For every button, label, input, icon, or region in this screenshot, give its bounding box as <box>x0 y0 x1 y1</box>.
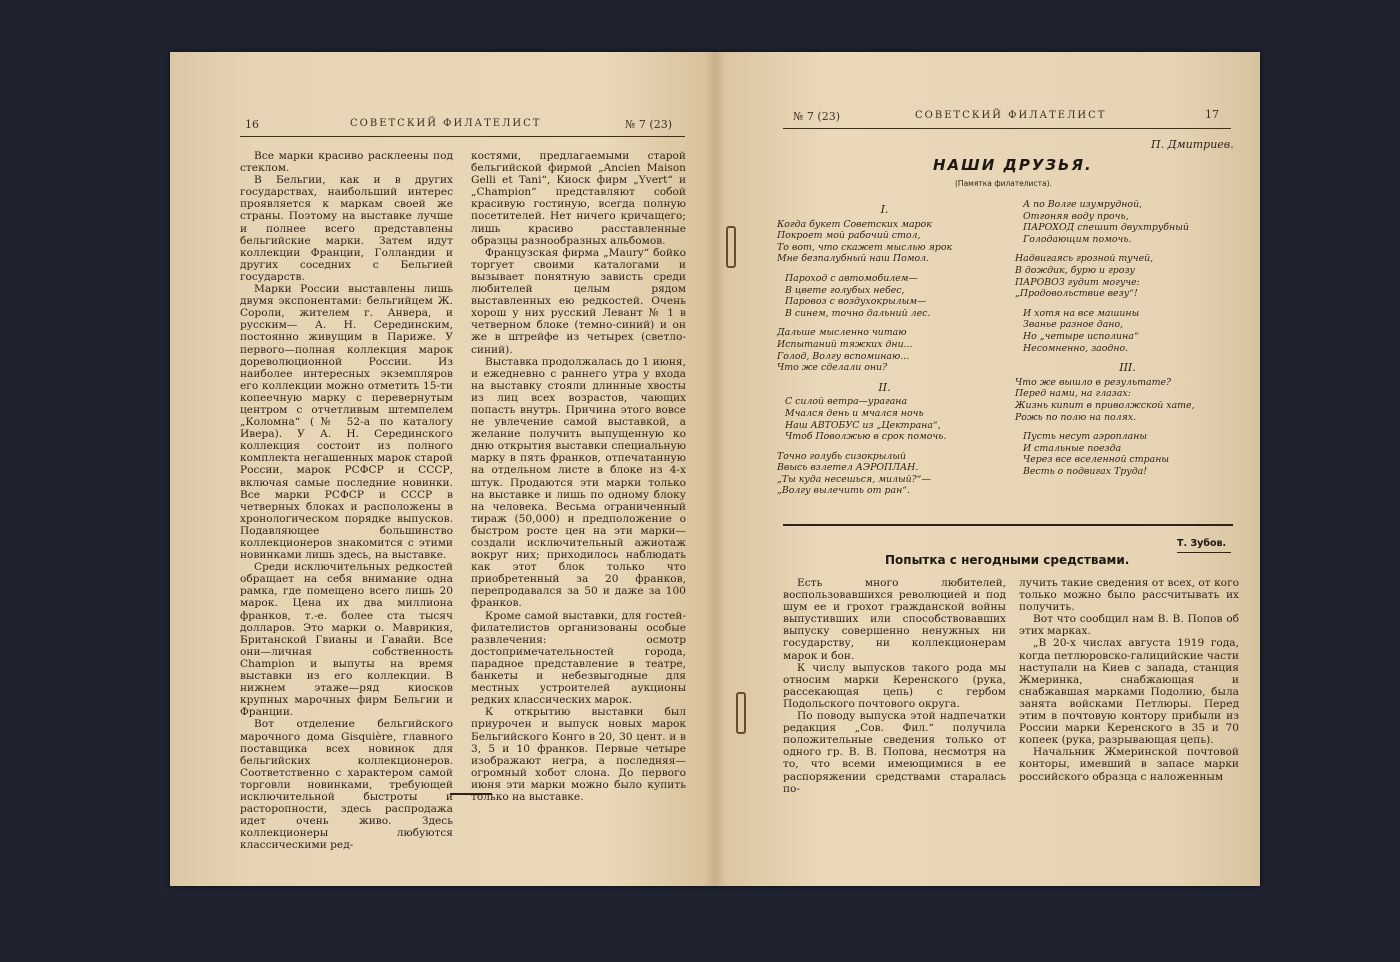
magazine-spread <box>170 52 1260 886</box>
poem-line: Несомненно, заодно. <box>1023 342 1129 354</box>
poem-line: ПАРОВОЗ гудит могуче: <box>1015 276 1140 288</box>
poem-line: Когда букет Советских марок <box>777 218 932 230</box>
stanza <box>777 219 992 265</box>
poem-line: Через все вселенной страны <box>1023 454 1169 466</box>
part-number: III. <box>1119 361 1136 375</box>
paragraph: В Бельгии, как и в других государствах, наибольший интерес проявляется к маркам своей же страны. Поэтому на выставке лучше и полнее всего представлены бельгийские марки. Затем идут коллекции Франции, Голландии и других соседних с Бельгией государств. <box>240 174 453 283</box>
section-rule <box>783 524 1233 526</box>
poem-line: То вот, что скажет мыслью ярок <box>777 241 953 253</box>
poem-line: Отгоняя воду прочь, <box>1023 210 1129 222</box>
poem-line: Но „четыре исполина“ <box>1023 330 1139 342</box>
poem-line: Что же вышло в результате? <box>1015 376 1172 388</box>
paragraph: Вот отделение бельгийского марочного дома Gisquière, главного поставщика всех новинок для бельгийских коллекционеров. Соответственно с характером самой торговли новинками, требующей исключительной быстроты и расторопности, здесь распродажа идет очень живо. Здесь коллекционеры любуются классическими ред- <box>240 718 453 850</box>
poem-line: Жизнь кипит в приволжской хате, <box>1015 399 1195 411</box>
stanza <box>777 396 992 442</box>
issue-number: № 7 (23) <box>793 110 840 123</box>
text-column-right-2 <box>1019 577 1239 807</box>
text-column-left-1 <box>240 150 453 850</box>
stanza <box>1015 253 1240 299</box>
running-title: СОВЕТСКИЙ ФИЛАТЕЛИСТ <box>350 118 542 129</box>
article-author: Т. Зубов. <box>1177 538 1227 549</box>
poem-column-1 <box>777 202 992 505</box>
paragraph: Есть много любителей, воспользовавшихся революцией и под шум ее и грохот гражданской войны выпустивших или способствовавших выпуску совершенно ненужных ни государству, ни коллекционерам марок и бон. <box>783 577 1006 662</box>
paragraph: „В 20-х числах августа 1919 года, когда петлюровско-галицийские части наступали на Киев с запада, станция Жмеринка, снабжающая и снабжавшая марками Подолию, была занята войсками Петлюры. Перед этим в почтовую контору прибыли из России марки Керенского в 35 и 70 копеек (рука, разрывающая цепь). <box>1019 637 1239 747</box>
poem-line: Испытаний тяжких дни... <box>777 338 913 350</box>
poem-line: В дождик, бурю и грозу <box>1015 264 1135 276</box>
poem-line: „Волгу вылечить от ран“. <box>777 485 911 497</box>
poem-line: Ввысь взлетел АЭРОПЛАН. <box>777 462 919 474</box>
paragraph: К открытию выставки был приурочен и выпуск новых марок Бельгийского Конго в 20, 30 цент. и в 3, 5 и 10 франков. Первые четыре изображают негра, а последняя—огромный хобот слона. До первого июня эти марки можно было купить только на выставке. <box>471 706 686 803</box>
header-rule <box>240 136 685 137</box>
paragraph: Марки России выставлены лишь двумя экспонентами: бельгийцем Ж. Сороли, жителем г. Анвера, и русским— А. Н. Серединским, постоянно живущим в Париже. У первого—полная коллекция марок дореволюционной России. Из наиболее интересных экземпляров его коллекции можно отметить 15-ти копеечную марку с перевернутым центром с отчетливым штемпелем „Коломна“ (№ 52-а по каталогу Ивера). У А. Н. Серединского коллекция состоит из полного комплекта негашенных марок старой России, марок РСФСР и СССР, включая самые последние новинки. Все марки РСФСР и СССР в четверных блоках и расположены в хронологическом порядке выпусков. Подавляющее большинство коллекционеров знакомится с этими новинками лишь здесь, на выставке. <box>240 283 453 562</box>
paragraph: Среди исключительных редкостей обращает на себя внимание одна рамка, где помещено всего лишь 20 марок. Цена их два миллиона франков, т.-е. более ста тысяч долларов. Это марки о. Маврикия, Британской Гвианы и Гавайи. Все они—личная собственность Champion и выпуты на время выставки из его коллекции. В нижнем этаже—ряд киосков крупных марочных фирм Бельгии и Франции. <box>240 561 453 719</box>
poem-line: И стальные поезда <box>1023 442 1122 454</box>
stanza <box>1015 377 1240 423</box>
poem-line: ПАРОХОД спешит двухтрубный <box>1023 222 1189 234</box>
poem-line: Рожь по полю на полях. <box>1015 411 1137 423</box>
right-page <box>715 52 1260 886</box>
end-rule <box>450 793 492 795</box>
stanza <box>1015 199 1240 245</box>
stanza <box>777 327 992 373</box>
poem-line: С силой ветра—урагана <box>785 396 908 408</box>
paragraph: Вот что сообщил нам В. В. Попов об этих марках. <box>1019 613 1239 638</box>
header-rule <box>783 128 1231 129</box>
poem-line: Пусть несут аэропланы <box>1023 431 1148 443</box>
author-underline <box>1177 552 1231 553</box>
left-page <box>170 52 715 886</box>
paragraph: костями, предлагаемыми старой бельгийской фирмой „Ancien Maison Gelli et Tani“, Киоск фирм „Yvert“ и „Champion“ представляют собой красивую гостиную, всегда полную посетителей. Нет ничего кричащего; лишь красиво расставленные образцы разнообразных альбомов. <box>471 150 686 247</box>
paragraph: Кроме самой выставки, для гостей-филателистов организованы особые развлечения: осмотр достопримечательностей города, парадное представление в театре, банкеты и небезвыгодные для местных устроителей аукционы редких классических марок. <box>471 609 686 707</box>
paragraph: Французская фирма „Maury“ бойко торгует своими каталогами и вызывает понятную зависть среди любителей целым рядом выставленных ею редкостей. Очень хорош у них русский Левант № 1 в четверном блоке (темно-синий) и он же в штрейфе из четырех (светло-синий). <box>471 246 686 356</box>
poem-line: Перед нами, на глазах: <box>1015 388 1131 400</box>
poem-line: Покроет мой рабочий стол, <box>777 230 921 242</box>
poem-line: Что же сделали они? <box>777 362 888 374</box>
poem-line: Званье разное дано, <box>1023 319 1124 331</box>
poem-author: П. Дмитриев. <box>1151 138 1234 151</box>
part-number: II. <box>878 380 891 394</box>
stanza <box>777 451 992 497</box>
poem-line: В синем, точно дальний лес. <box>785 307 931 319</box>
stanza <box>777 273 992 319</box>
paragraph: По поводу выпуска этой надпечатки редакция „Сов. Фил.“ получила положительные сведения только от одного гр. В. В. Попова, несмотря на то, что всеми имеющимися в ее распоряжении средствами старалась по- <box>783 710 1006 795</box>
poem-line: Мне безпалубный наш Помол. <box>777 253 930 265</box>
poem-subtitle: (Памятка филателиста). <box>955 179 1052 188</box>
poem-line: „Продовольствие везу“! <box>1015 288 1138 300</box>
poem-line: Наш АВТОБУС из „Цектрана“, <box>785 419 941 431</box>
paragraph: Все марки красиво расклеены под стеклом. <box>240 150 453 175</box>
poem-line: Чтоб Поволжью в срок помочь. <box>785 431 947 443</box>
stanza <box>1015 308 1240 354</box>
poem-column-2 <box>1015 199 1240 485</box>
poem-line: Голод, Волгу вспоминаю... <box>777 350 910 362</box>
paragraph: Начальник Жмеринской почтовой конторы, имевший в запасе марки российского образца с наложенным <box>1019 746 1239 783</box>
article-title: Попытка с негодными средствами. <box>885 553 1130 567</box>
poem-line: Мчался день и мчался ночь <box>785 407 924 419</box>
poem-line: И хотя на все машины <box>1023 307 1140 319</box>
stanza <box>1015 431 1240 477</box>
poem-line: „Ты куда несешься, милый?“— <box>777 473 931 485</box>
paragraph: лучить такие сведения от всех, от кого только можно было рассчитывать их получить. <box>1019 577 1239 614</box>
paragraph: Выставка продолжалась до 1 июня, и ежедневно с раннего утра у входа на выставку стояли длинные хвосты из лиц всех возрастов, чающих попасть внутрь. Причина этого вовсе не увлечение самой выставкой, а желание получить выпущенную ко дню открытия выставки специальную марку в пять франков, отпечатанную на отдельном листе в блоке из 4-х штук. Продаются эти марки только на выставке и лишь по одному блоку на человека. Весьма ограниченный тираж (50,000) и предположение о быстром росте цен на эти марки—создали исключительный ажиотаж вокруг них; приходилось наблюдать как этот блок только что приобретенный за 20 франков, перепродавался за 50 и даже за 100 франков. <box>471 355 686 610</box>
issue-number: № 7 (23) <box>625 118 672 131</box>
text-column-left-2 <box>471 150 686 840</box>
page-number: 16 <box>245 118 259 131</box>
poem-line: Паровоз с воздухокрылым— <box>785 296 927 308</box>
page-number: 17 <box>1205 108 1219 121</box>
poem-title: НАШИ ДРУЗЬЯ. <box>933 156 1093 174</box>
poem-line: Весть о подвигах Труда! <box>1023 465 1147 477</box>
poem-line: Надвигаясь грозной тучей, <box>1015 253 1154 265</box>
poem-line: Точно голубь сизокрылый <box>777 450 907 462</box>
running-title: СОВЕТСКИЙ ФИЛАТЕЛИСТ <box>915 110 1107 121</box>
poem-line: Дальше мысленно читаю <box>777 327 907 339</box>
text-column-right-1 <box>783 577 1006 807</box>
poem-line: В цвете голубых небес, <box>785 284 905 296</box>
poem-line: А по Волге изумрудной, <box>1023 199 1143 210</box>
paragraph: К числу выпусков такого рода мы относим марки Керенского (рука, рассекающая цепь) с гербом Подольского почтового округа. <box>783 661 1006 710</box>
part-number: I. <box>880 203 889 216</box>
poem-line: Голодающим помочь. <box>1023 233 1132 245</box>
poem-line: Пароход с автомобилем— <box>785 272 918 284</box>
